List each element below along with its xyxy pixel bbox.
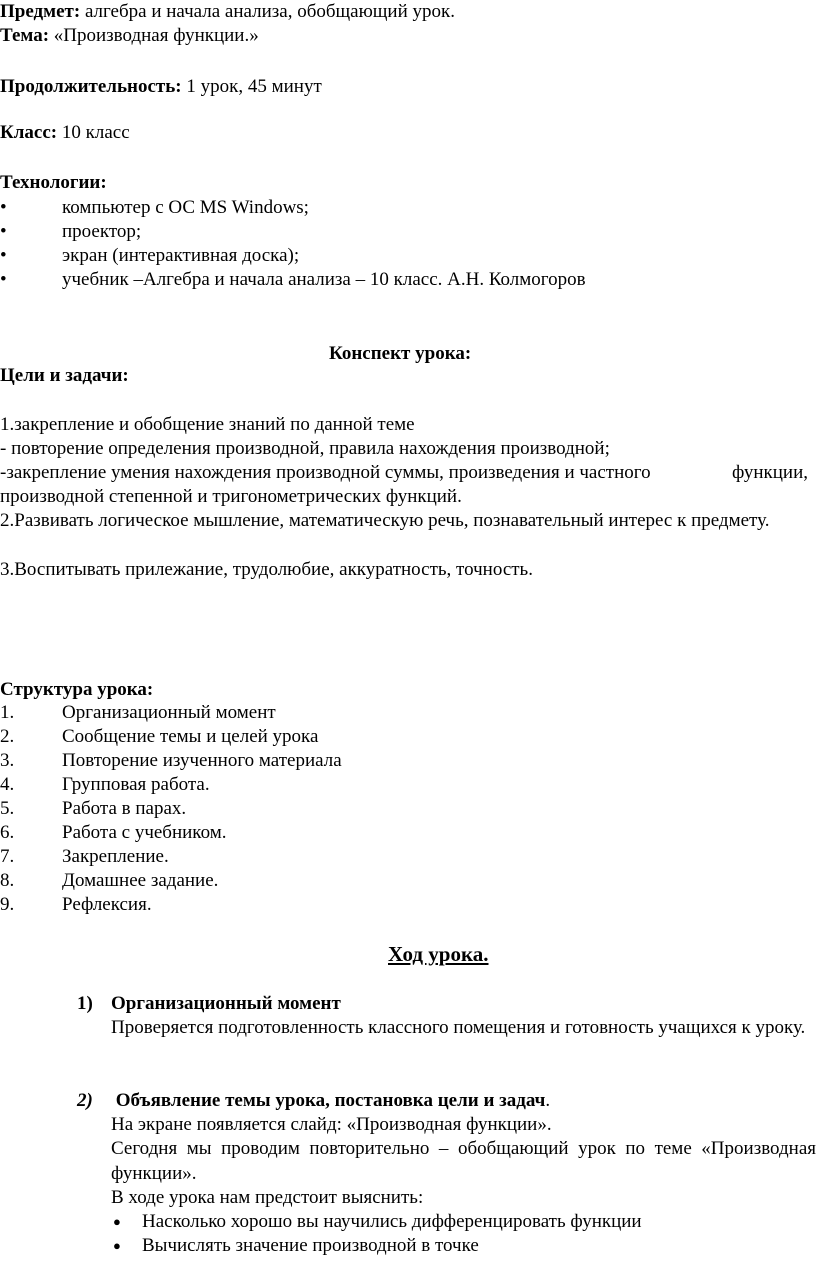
bullet-marker: • bbox=[0, 221, 7, 242]
list-item-text: Вычислять значение производной в точке bbox=[142, 1235, 479, 1256]
list-item-number: 6. bbox=[0, 822, 15, 843]
summary-title: Конспект урока: bbox=[329, 343, 472, 364]
technologies-label: Технологии: bbox=[0, 172, 107, 193]
progress-title: Ход урока. bbox=[388, 942, 489, 966]
topic-label: Тема: bbox=[0, 25, 50, 46]
list-item-number: 1. bbox=[0, 702, 15, 723]
technologies-heading bbox=[0, 171, 107, 196]
subject-label: Предмет: bbox=[0, 1, 81, 22]
bullet-marker: • bbox=[0, 197, 7, 218]
list-item-number: 2. bbox=[0, 726, 15, 747]
topic-line bbox=[0, 24, 259, 49]
list-item-text: Рефлексия. bbox=[62, 894, 152, 915]
list-item-text: Организационный момент bbox=[62, 702, 276, 723]
structure-title: Структура урока: bbox=[0, 679, 154, 700]
goal-line: 1.закрепление и обобщение знаний по данной теме bbox=[0, 414, 415, 435]
class-label: Класс: bbox=[0, 122, 58, 143]
list-item-text: Закрепление. bbox=[62, 846, 169, 867]
subject-line bbox=[0, 0, 455, 25]
list-item-text: Работа в парах. bbox=[62, 798, 187, 819]
list-item-text: учебник –Алгебра и начала анализа – 10 класс. А.Н. Колмогоров bbox=[62, 269, 586, 290]
goals-title: Цели и задачи: bbox=[0, 365, 129, 386]
list-item-number: 9. bbox=[0, 894, 15, 915]
section-title: Объявление темы урока, постановка цели и задач. bbox=[111, 1090, 551, 1111]
section-2-line: На экране появляется слайд: «Производная функции». bbox=[111, 1114, 552, 1135]
list-item-text: Насколько хорошо вы научились дифференцировать функции bbox=[142, 1211, 642, 1232]
goal-line: 3.Воспитывать прилежание, трудолюбие, аккуратность, точность. bbox=[0, 559, 533, 580]
goal-line: производной степенной и тригонометрических функций. bbox=[0, 486, 462, 507]
list-item-number: 5. bbox=[0, 798, 15, 819]
list-item-number: 4. bbox=[0, 774, 15, 795]
list-item-text: Сообщение темы и целей урока bbox=[62, 726, 319, 747]
subject-value: алгебра и начала анализа, обобщающий урок. bbox=[80, 1, 456, 22]
list-item-text: Групповая работа. bbox=[62, 774, 210, 795]
list-item-text: проектор; bbox=[62, 221, 142, 242]
list-item-number: 3. bbox=[0, 750, 15, 771]
section-2-line: В ходе урока нам предстоит выяснить: bbox=[111, 1187, 424, 1208]
goal-paragraph: 2.Развивать логическое мышление, математическую речь, познавательный интерес к предмету. bbox=[0, 510, 770, 531]
bullet-marker: • bbox=[0, 245, 7, 266]
list-item-text: Работа с учебником. bbox=[62, 822, 227, 843]
list-item-text: Повторение изученного материала bbox=[62, 750, 342, 771]
class-line bbox=[0, 121, 130, 146]
duration-line bbox=[0, 75, 322, 100]
goal-line: - повторение определения производной, правила нахождения производной; bbox=[0, 438, 610, 459]
bullet-marker: ● bbox=[113, 1214, 121, 1229]
duration-label: Продолжительность: bbox=[0, 76, 182, 97]
list-item-number: 7. bbox=[0, 846, 15, 867]
section-number: 2) bbox=[77, 1090, 93, 1111]
class-value: 10 класс bbox=[57, 122, 130, 143]
bullet-marker: ● bbox=[113, 1238, 121, 1253]
goal-line: -закрепление умения нахождения производной суммы, произведения и частного bbox=[0, 462, 651, 483]
list-item-text: экран (интерактивная доска); bbox=[62, 245, 300, 266]
section-title: Организационный момент bbox=[111, 993, 341, 1014]
list-item-number: 8. bbox=[0, 870, 15, 891]
section-2-paragraph: Сегодня мы проводим повторительно – обобщающий урок по теме «Производная функции». bbox=[111, 1138, 816, 1184]
list-item-text: Домашнее задание. bbox=[62, 870, 219, 891]
bullet-marker: • bbox=[0, 269, 7, 290]
list-item-text: компьютер с ОС MS Windows; bbox=[62, 197, 309, 218]
goal-line-end: функции, bbox=[732, 462, 808, 483]
section-1-text: Проверяется подготовленность классного помещения и готовность учащихся к уроку. bbox=[111, 1017, 806, 1038]
topic-value: «Производная функции.» bbox=[49, 25, 259, 46]
section-number: 1) bbox=[77, 993, 93, 1014]
duration-value: 1 урок, 45 минут bbox=[181, 76, 322, 97]
